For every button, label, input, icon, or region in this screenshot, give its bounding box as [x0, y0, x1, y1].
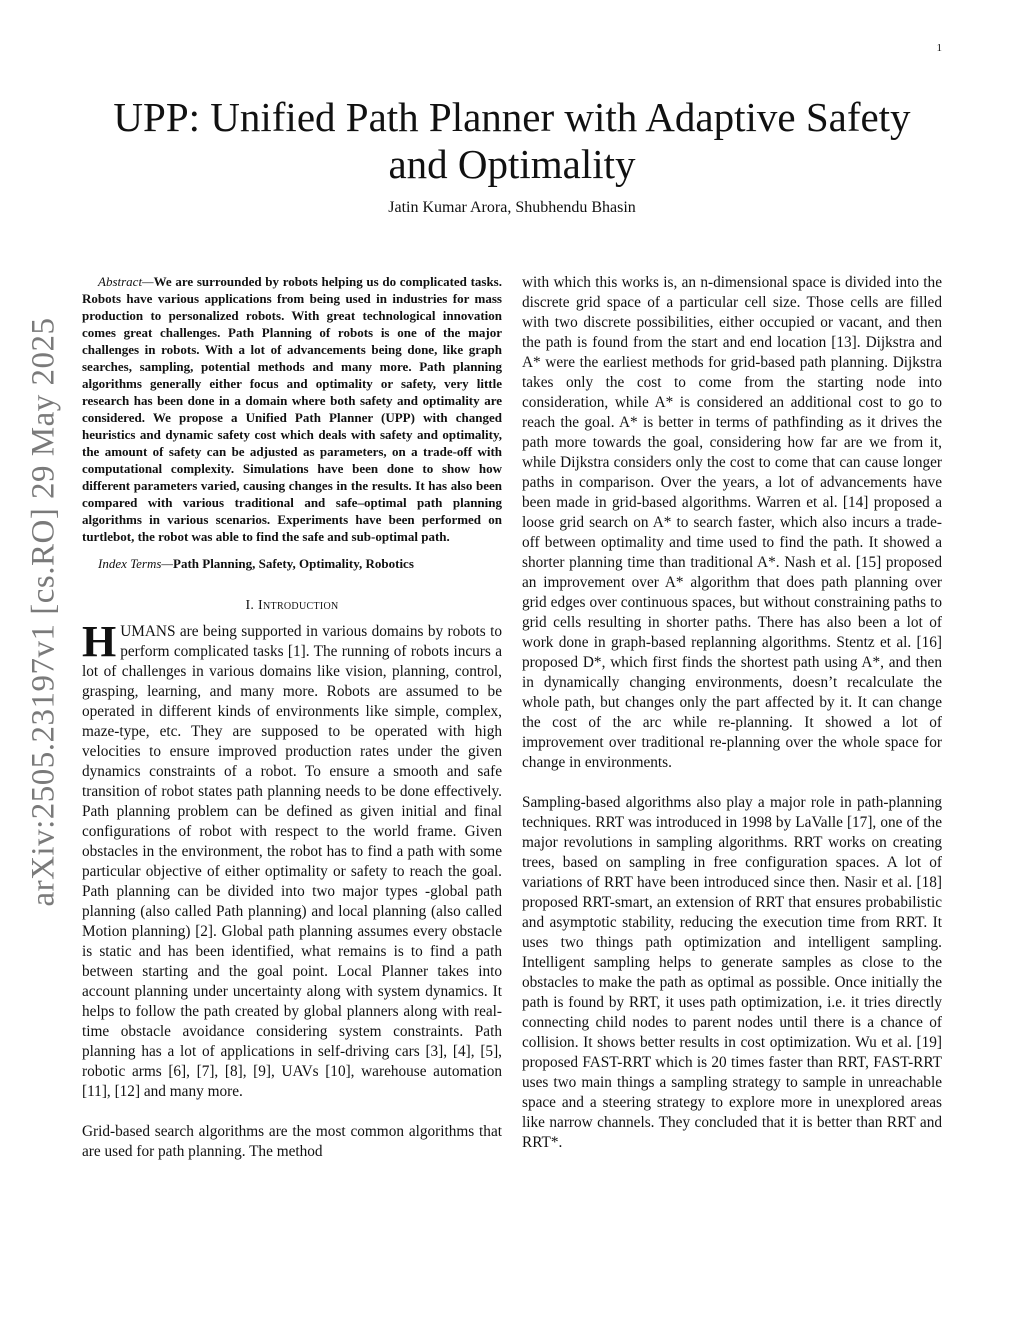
section-heading-introduction [82, 598, 502, 614]
intro-paragraph-2-continued: with which this works is, an n-dimensional space is divided into the discrete grid space of a particular cell size. Those cells are filled with two discrete possibilities, either occupied or vacant, and then the path is found from the start and end location [13]. Dijkstra and A* were the earliest methods for grid-based path planning. Dijkstra takes only the cost to come from the starting node into consideration, while A* is considered an additional cost to go to reach the goal. A* is better in terms of pathfinding as it drives the path more towards the goal, considering how far are we from it, while Dijkstra considers only the cost to come that can cause longer paths in comparison. Over the years, a lot of advancements have been made in grid-based algorithms. Warren et al. [14] proposed a loose grid search on A* to search faster, which also incurs a trade-off between optimality and time used to find the path. It showed a shorter planning time than traditional A*. Nash et al. [15] proposed an improvement over A* algorithm that does path planning over grid edges over continuous spaces, but without constraining paths to grid cells resulting in shorter paths. There has also been a lot of work done in graph-based replanning algorithms. Stentz et al. [16] proposed D*, which first finds the shortest path using A*, and then in dynamically changing environments, doesn’t recalculate the whole path, but changes only the part affected by it. It can change the cost of the arc while re-planning. It showed a lot of improvement over traditional re-planning over the whole space for change in environments. [522, 274, 942, 771]
drop-cap: H [82, 617, 117, 666]
section-title: Introduction [258, 598, 339, 613]
abstract-text: We are surrounded by robots helping us do complicated tasks. Robots have various applications from being used in industries for mass production to personalized robots. With great technological innovation comes great challenges. Path Planning of robots is one of the major challenges in robots. With a lot of advancements being done, like graph searches, sampling, potential methods and many more. Path planning algorithms generally either focus and optimality or safety, very little research has been done in a domain where both safety and optimality are considered. We propose a Unified Path Planner (UPP) with changed heuristics and dynamic safety cost which deals with safety and optimality, the amount of safety can be adjusted as parameters, on a trade-off with computational complexity. Simulations have been done to show how different parameters varied, causing changes in the results. It has also been compared with various traditional and safe–optimal path planning algorithms in various scenarios. Experiments have been performed on turtlebot, the robot was able to find the safe and sub-optimal path. [82, 274, 502, 544]
page-number: 1 [936, 42, 942, 54]
left-column [82, 273, 502, 1162]
section-number: I. [245, 598, 255, 613]
paper-authors: Jatin Kumar Arora, Shubhendu Bhasin [388, 199, 636, 216]
abstract-label: Abstract— [98, 274, 154, 289]
abstract [82, 273, 502, 545]
index-terms-label: Index Terms— [98, 556, 173, 571]
right-column [522, 273, 942, 1153]
intro-paragraph-3: Sampling-based algorithms also play a major role in path-planning techniques. RRT was introduced in 1998 by LaValle [17], one of the major revolutions in sampling algorithms. RRT works on creating trees, based on sampling in free configuration spaces. A lot of variations of RRT have been introduced since then. Nasir et al. [18] proposed RRT-smart, an extension of RRT that ensures probabilistic and asymptotic stability, reducing the execution time from RRT. It uses two things path optimization and intelligent sampling. Intelligent sampling helps to generate samples as close to the obstacles to make the path as optimal as possible. Once initially the path is found by RRT, it uses path optimization, i.e. it tries directly connecting child nodes to parent nodes until there is a chance of collision. It shows better results in cost optimization. Wu et al. [19] proposed FAST-RRT which is 20 times faster than RRT, FAST-RRT uses two main things a sampling strategy to sample in unreachable space and a steering strategy to explore more in unexplored areas like narrow channels. They concluded that it is better than RRT and RRT*. [522, 794, 942, 1151]
index-terms [82, 555, 502, 572]
first-word-rest: UMANS [120, 623, 176, 640]
intro-paragraph-2-start: Grid-based search algorithms are the most common algorithms that are used for path planning. The method [82, 1123, 502, 1160]
intro-paragraph-1-text: are being supported in various domains by robots to perform complicated tasks [1]. The running of robots incurs a lot of challenges in various domains like vision, planning, control, grasping, learning, and many more. Robots are assumed to be operated in different kinds of environments like simple, complex, maze-type, etc. They are supposed to be operated with high velocities to ensure improved production rates under the given dynamics constraints of a robot. To ensure a smooth and safe transition of robot states path planning needs to be done effectively. Path planning problem can be defined as given initial and final configurations of robot with respect to the world frame. Given obstacles in the environment, the robot has to find a path with some particular objective of either optimality or safety to reach the goal. Path planning can be divided into two major types -global path planning (also called Path planning) and local planning (also called Motion planning) [2]. Global path planning assumes every obstacle is static and has been identified, what remains is to find a path between starting and the goal point. Local Planner takes into account planning under uncertainty along with system dynamics. It helps to follow the path created by global planners along with real-time obstacle avoidance considering system constraints. Path planning has a lot of applications in self-driving cars [3], [4], [5], robotic arms [6], [7], [8], [9], UAVs [10], warehouse automation [11], [12] and many more. [82, 623, 502, 1100]
index-terms-text: Path Planning, Safety, Optimality, Robotics [173, 556, 414, 571]
arxiv-identifier-stamp: arXiv:2505.23197v1 [cs.RO] 29 May 2025 [25, 317, 62, 907]
intro-paragraph-1 [82, 617, 502, 1102]
paper-title: UPP: Unified Path Planner with Adaptive Safety and Optimality [113, 94, 911, 187]
